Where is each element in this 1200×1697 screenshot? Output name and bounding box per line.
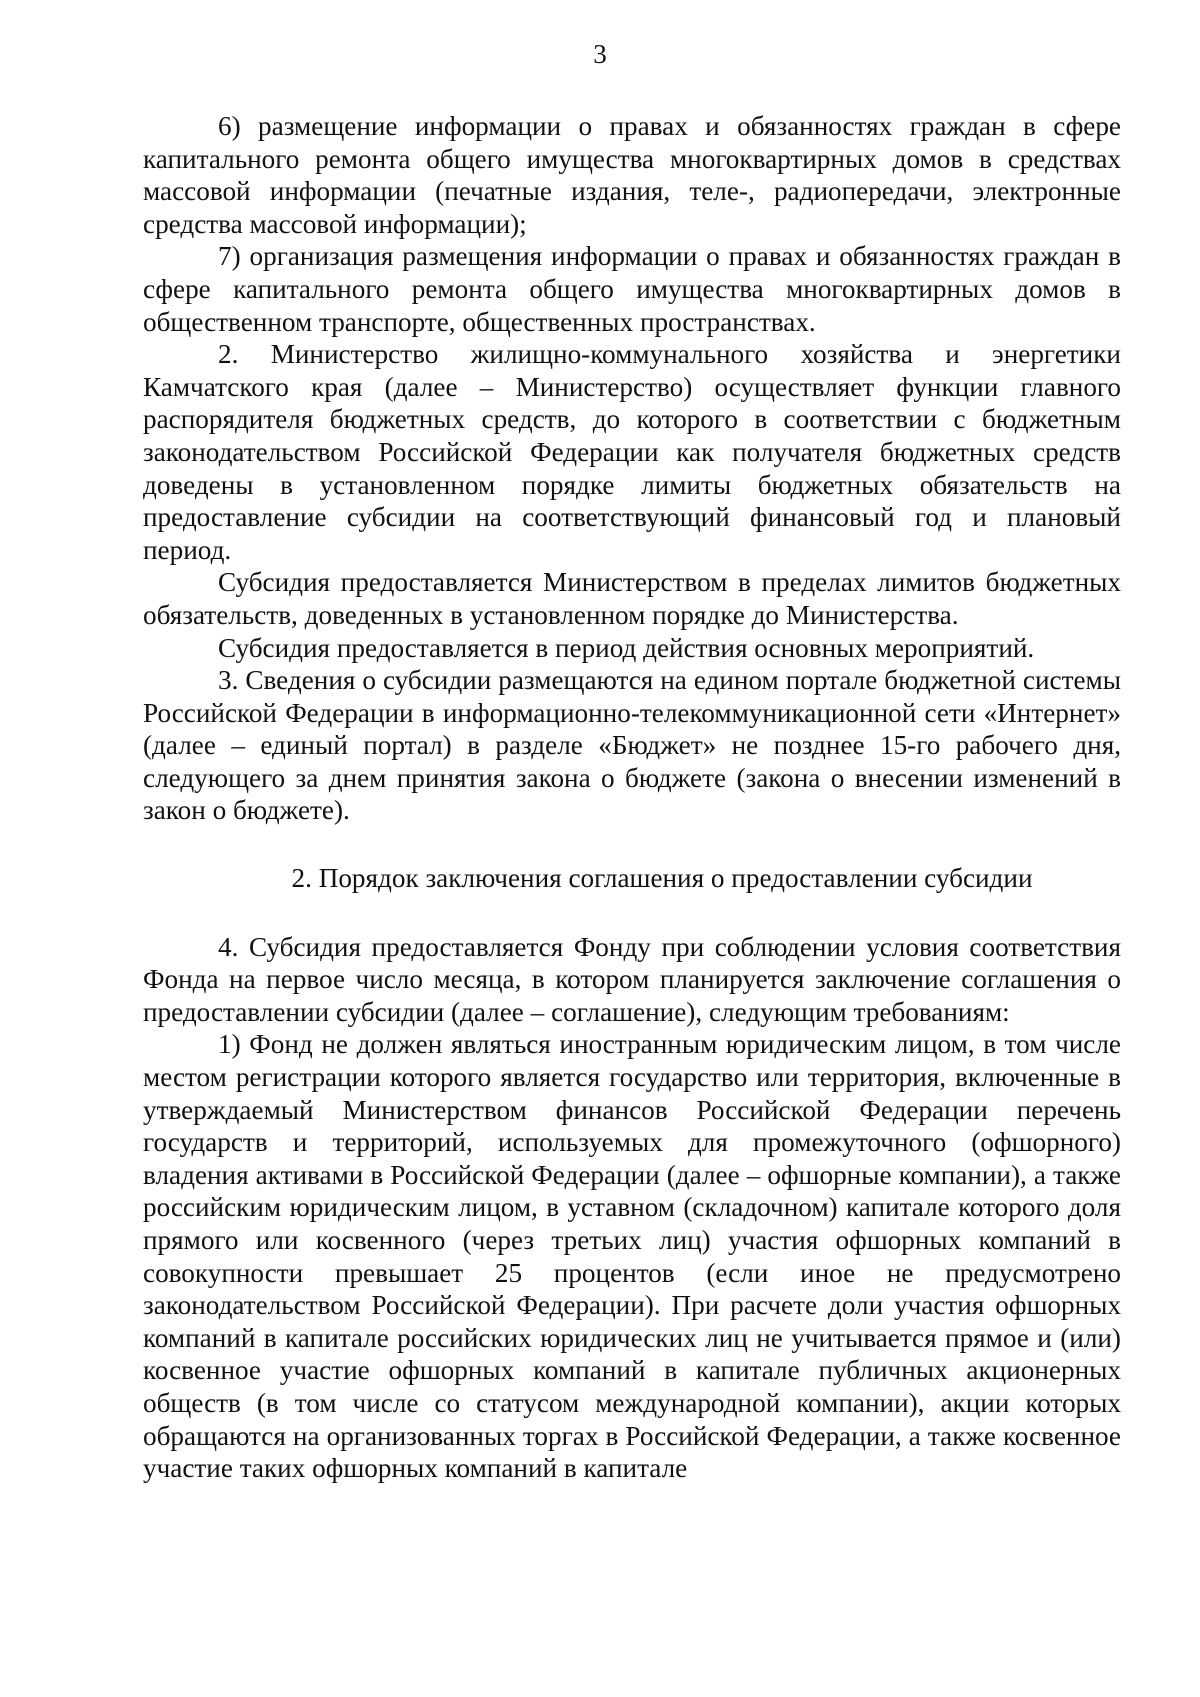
section-heading: 2. Порядок заключения соглашения о предоставлении субсидии [291, 863, 1033, 894]
paragraph-clause-2: 2. Министерство жилищно-коммунального хозяйства и энергетики Камчатского края (далее – Министерство) осуществляет функции главного распорядителя бюджетных средств, до которого в соответствии с бюджетным законодательством Российской Федерации как получателя бюджетных средств доведены в установленном порядке лимиты бюджетных обязательств на предоставление субсидии на соответствующий финансовый год и плановый период. [143, 339, 1121, 565]
paragraph-subsidy-period: Субсидия предоставляется в период действия основных мероприятий. [218, 632, 1035, 663]
document-body [143, 110, 1121, 1485]
page-number: 3 [593, 39, 607, 69]
paragraph-subsidy-limits: Субсидия предоставляется Министерством в пределах лимитов бюджетных обязательств, доведенных в установленном порядке до Министерства. [143, 567, 1121, 630]
paragraph-item-7: 7) организация размещения информации о правах и обязанностях граждан в сфере капитального ремонта общего имущества многоквартирных домов в общественном транспорте, общественных пространствах. [143, 241, 1121, 337]
paragraph-requirement-1: 1) Фонд не должен являться иностранным юридическим лицом, в том числе местом регистрации которого является государство или территория, включенные в утверждаемый Министерством финансов Российской Федерации перечень государств и территорий, используемых для промежуточного (офшорного) владения активами в Российской Федерации (далее – офшорные компании), а также российским юридическим лицом, в уставном (складочном) капитале которого доля прямого или косвенного (через третьих лиц) участия офшорных компаний в совокупности превышает 25 процентов (если иное не предусмотрено законодательством Российской Федерации). При расчете доли участия офшорных компаний в капитале российских юридических лиц не учитывается прямое и (или) косвенное участие офшорных компаний в капитале публичных акционерных обществ (в том числе со статусом международной компании), акции которых обращаются на организованных торгах в Российской Федерации, а также косвенное участие таких офшорных компаний в капитале [143, 1029, 1121, 1484]
paragraph-clause-4: 4. Субсидия предоставляется Фонду при соблюдении условия соответствия Фонда на первое число месяца, в котором планируется заключение соглашения о предоставлении субсидии (далее – соглашение), следующим требованиям: [143, 931, 1121, 1027]
paragraph-item-6: 6) размещение информации о правах и обязанностях граждан в сфере капитального ремонта общего имущества многоквартирных домов в средствах массовой информации (печатные издания, теле-, радиопередачи, электронные средства массовой информации); [143, 111, 1121, 239]
paragraph-clause-3: 3. Сведения о субсидии размещаются на едином портале бюджетной системы Российской Федерации в информационно-телекоммуникационной сети «Интернет» (далее – единый портал) в разделе «Бюджет» не позднее 15-го рабочего дня, следующего за днем принятия закона о бюджете (закона о внесении изменений в закон о бюджете). [143, 665, 1121, 826]
